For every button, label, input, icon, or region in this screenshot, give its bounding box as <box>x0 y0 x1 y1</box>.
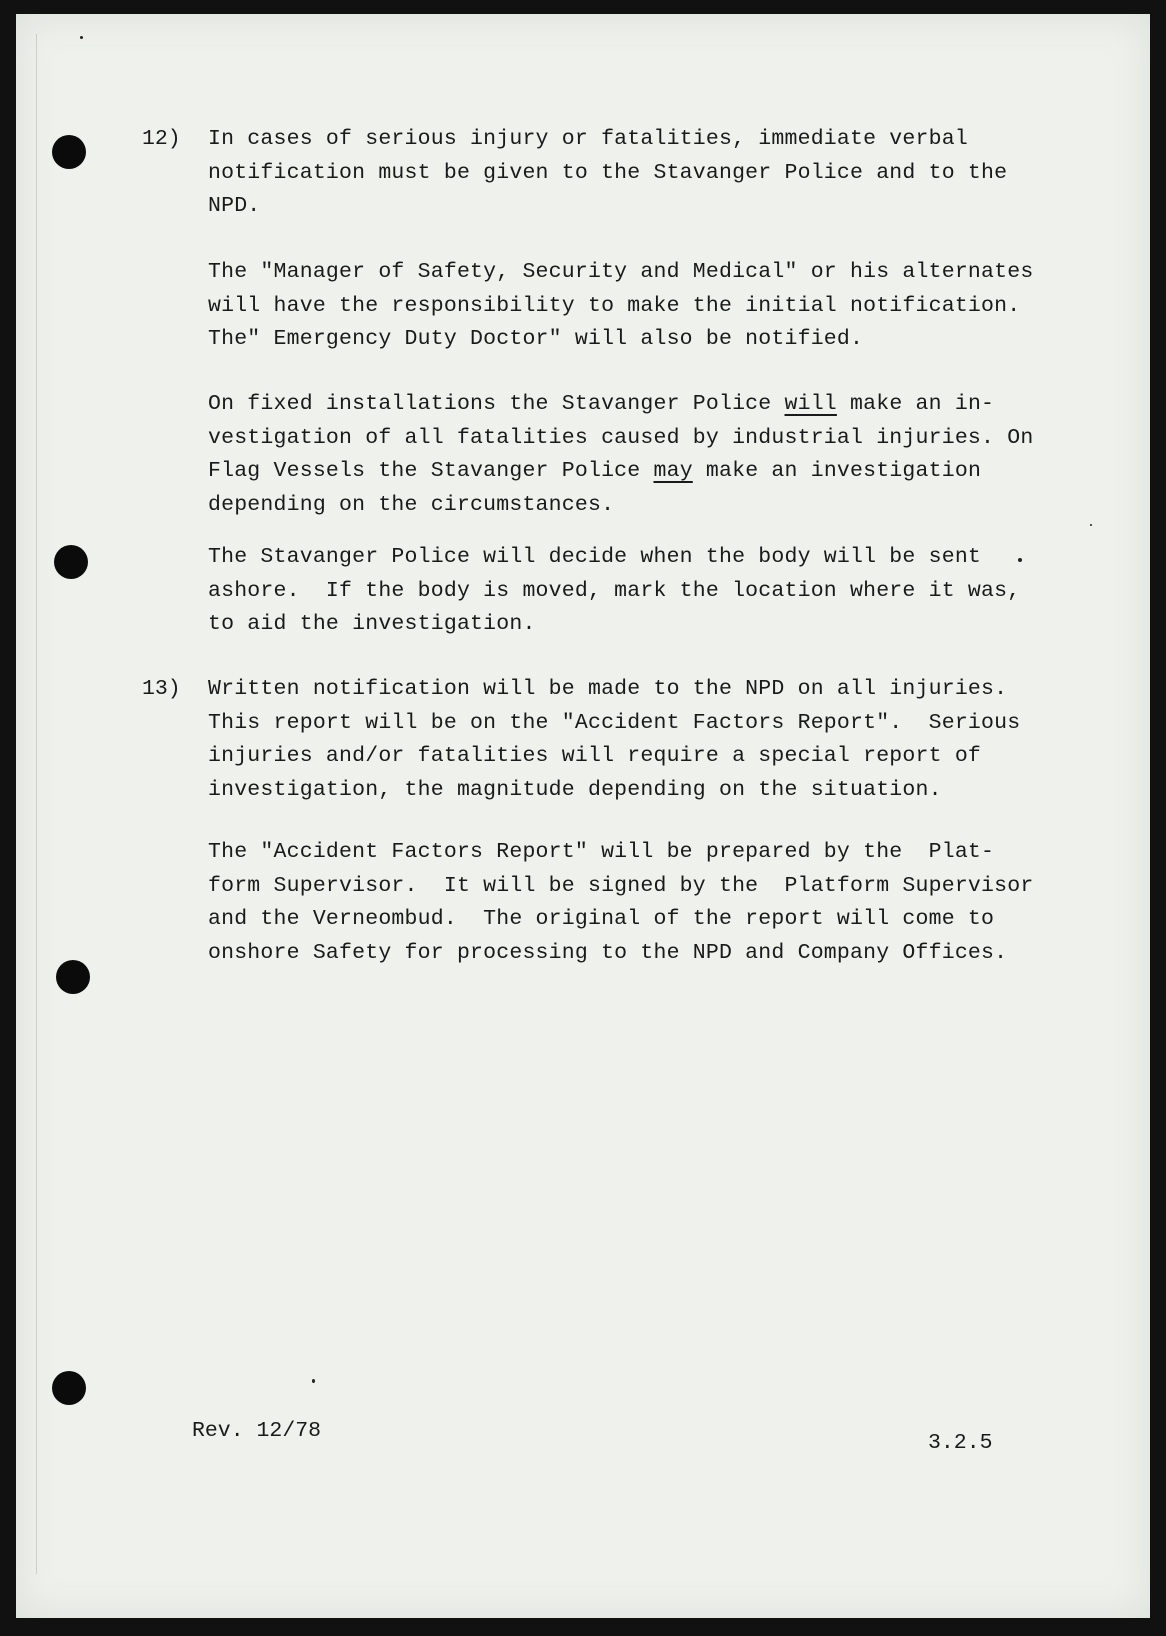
item-12-paragraph-1 <box>208 123 1088 224</box>
revision-label: Rev. 12/78 <box>192 1419 322 1443</box>
speck <box>80 36 83 39</box>
text-segment: Flag Vessels the Stavanger Police <box>208 459 654 483</box>
underlined-word: may <box>653 459 693 483</box>
text-line: ashore. If the body is moved, mark the location where it was, <box>208 578 1021 603</box>
item-13-paragraph-2 <box>208 836 1088 970</box>
text-segment: make an in- <box>836 392 995 416</box>
punch-hole <box>56 960 90 994</box>
text-line: investigation, the magnitude depending on the situation. <box>208 777 942 802</box>
item-12-paragraph-2 <box>208 256 1088 357</box>
text-line <box>208 388 1088 422</box>
text-line: NPD. <box>208 194 261 218</box>
text-line: depending on the circumstances. <box>208 492 615 517</box>
text-segment: make an investigation <box>692 459 982 483</box>
text-line: form Supervisor. It will be signed by the Platform Supervisor <box>208 873 1034 898</box>
underlined-word: will <box>784 392 837 416</box>
text-line: The "Accident Factors Report" will be prepared by the Plat- <box>208 840 995 864</box>
text-line: vestigation of all fatalities caused by industrial injuries. On <box>208 425 1034 450</box>
text-line: This report will be on the "Accident Factors Report". Serious <box>208 710 1021 735</box>
speck <box>1090 524 1092 526</box>
text-line: The Stavanger Police will decide when the body will be sent <box>208 545 982 569</box>
punch-hole <box>52 1371 86 1405</box>
text-line: The" Emergency Duty Doctor" will also be notified. <box>208 327 864 351</box>
text-line: notification must be given to the Stavanger Police and to the <box>208 160 1008 185</box>
text-line <box>208 455 1088 489</box>
punch-hole <box>54 545 88 579</box>
item-12-number: 12) <box>142 127 181 151</box>
text-line: onshore Safety for processing to the NPD and Company Offices. <box>208 940 1008 965</box>
item-13-number: 13) <box>142 677 181 701</box>
document-page <box>16 14 1150 1618</box>
item-12-paragraph-4 <box>208 541 1088 642</box>
speck <box>312 1379 315 1383</box>
text-line: Written notification will be made to the NPD on all injuries. <box>208 677 1008 701</box>
text-line: to aid the investigation. <box>208 612 536 636</box>
item-12-paragraph-3 <box>208 388 1088 522</box>
text-line: injuries and/or fatalities will require a special report of <box>208 744 982 768</box>
text-line: and the Verneombud. The original of the report will come to <box>208 907 995 931</box>
text-line: In cases of serious injury or fatalities, immediate verbal <box>208 127 968 151</box>
page-number: 3.2.5 <box>928 1431 993 1455</box>
margin-line <box>36 34 37 1574</box>
text-segment: On fixed installations the Stavanger Police <box>208 392 785 416</box>
item-13-paragraph-1 <box>208 673 1088 807</box>
text-line: will have the responsibility to make the initial notification. <box>208 293 1021 318</box>
text-line: The "Manager of Safety, Security and Medical" or his alternates <box>208 260 1034 284</box>
punch-hole <box>52 135 86 169</box>
